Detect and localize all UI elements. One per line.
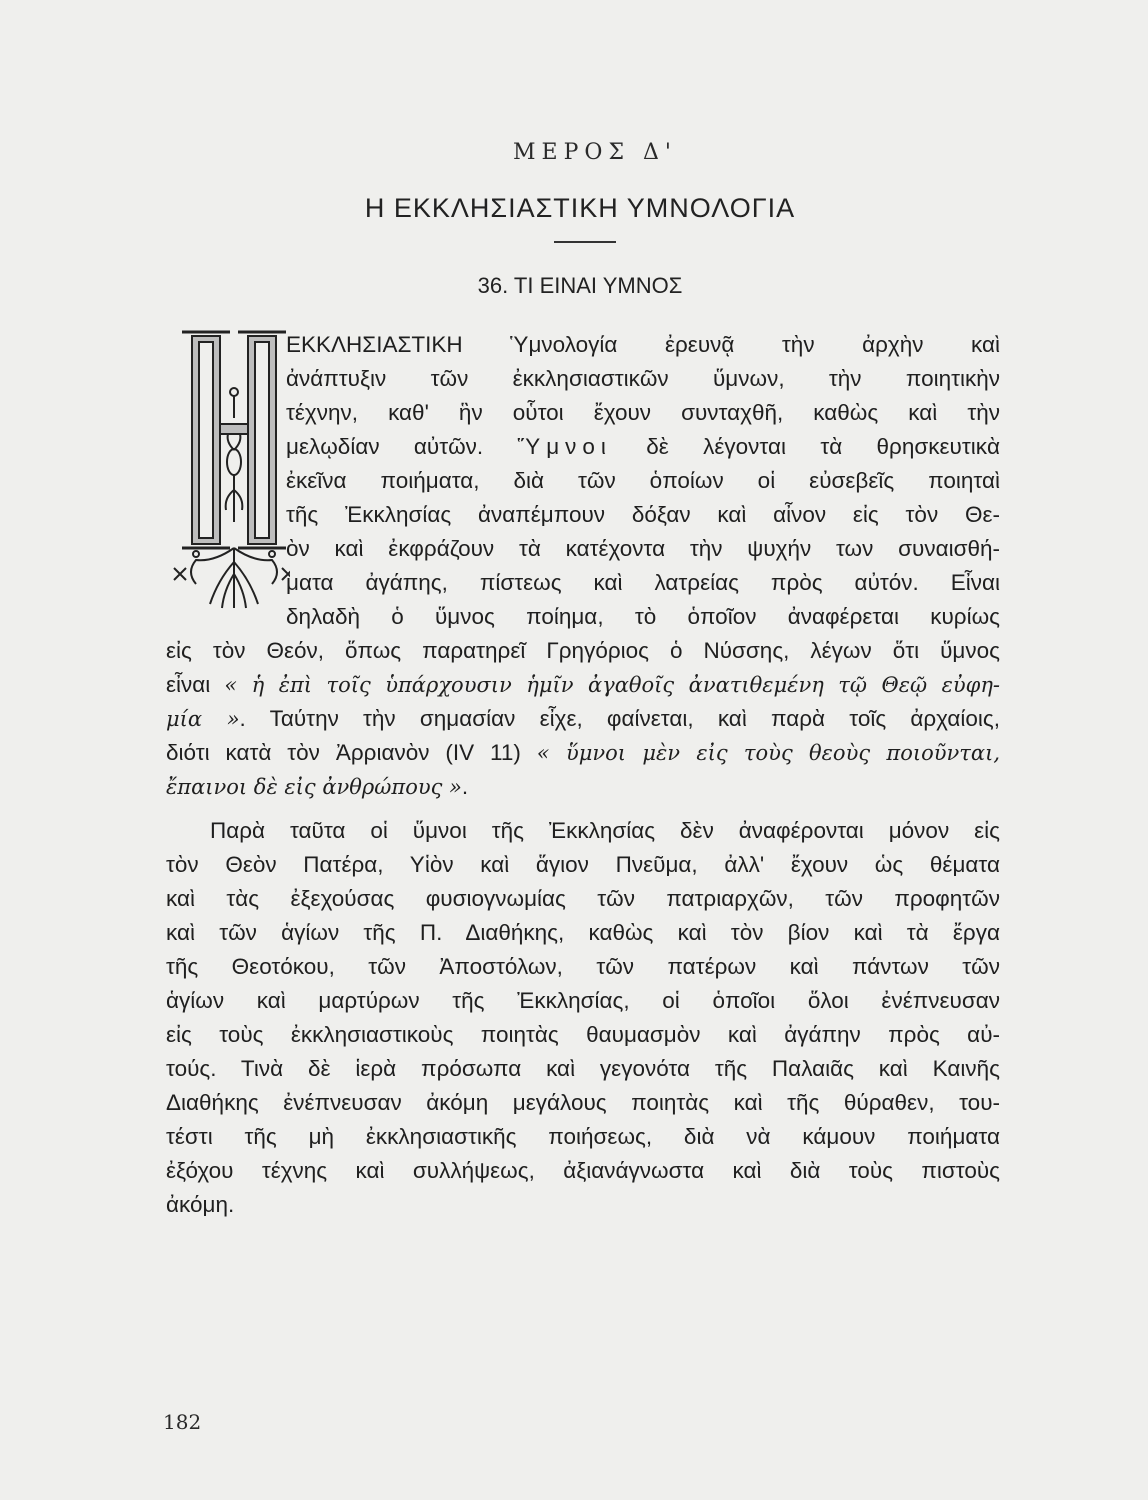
body-line: τέστι τῆς μὴ ἐκκλησιαστικῆς ποιήσεως, διὰ νὰ κάμουν ποιήματα (166, 1124, 1000, 1149)
body-line: ἐκεῖνα ποιήματα, διὰ τῶν ὁποίων οἱ εὐσεβεῖς ποιηταὶ (286, 468, 1000, 493)
body-line: ματα ἀγάπης, πίστεως καὶ λατρείας πρὸς αὐτόν. Εἶναι (286, 570, 1000, 595)
part-label: ΜΕΡΟΣ Δ' (513, 140, 677, 165)
body-line: τέχνην, καθ' ἣν οὗτοι ἔχουν συνταχθῆ, καθὼς καὶ τὴν (286, 400, 1000, 425)
quote-italic: ἔπαινοι δὲ εἰς ἀνθρώπους » (166, 775, 462, 799)
chapter-title: Η ΕΚΚΛΗΣΙΑΣΤΙΚΗ ΥΜΝΟΛΟΓΙΑ (364, 193, 796, 223)
body-line (166, 736, 1000, 770)
body-line: τὸν Θεὸν Πατέρα, Υἱὸν καὶ ἅγιον Πνεῦμα, ἀλλ' ἔχουν ὡς θέματα (166, 852, 1000, 877)
page-number: 182 (163, 1410, 202, 1434)
body-line: ἀνάπτυξιν τῶν ἐκκλησιαστικῶν ὕμνων, τὴν ποιητικὴν (286, 366, 1000, 391)
text-run: μελῳδίαν αὐτῶν. (286, 434, 518, 459)
body-line: ὸν καὶ ἐκφράζουν τὰ κατέχοντα τὴν ψυχήν των συναισθή- (286, 536, 1000, 561)
text-run: εἶναι (166, 672, 225, 697)
text-run: . Ταύτην τὴν σημασίαν εἶχε, φαίνεται, καὶ παρὰ τοῖς ἀρχαίοις, (239, 706, 1000, 731)
drop-cap-eta (166, 322, 290, 622)
body-line (166, 770, 1000, 804)
body-line: εἰς τοὺς ἐκκλησιαστικοὺς ποιητὰς θαυμασμὸν καὶ ἀγάπην πρὸς αὐ- (166, 1022, 1000, 1047)
body-line: ΕΚΚΛΗΣΙΑΣΤΙΚΗ Ὑμνολογία ἐρευνᾷ τὴν ἀρχὴν καὶ (286, 332, 1000, 357)
body-line: καὶ τὰς ἐξεχούσας φυσιογνωμίας τῶν πατριαρχῶν, τῶν προφητῶν (166, 886, 1000, 911)
body-line: καὶ τῶν ἁγίων τῆς Π. Διαθήκης, καθὼς καὶ τὸν βίον καὶ τὰ ἔργα (166, 920, 1000, 945)
text-run: δὲ λέγονται τὰ θρησκευτικὰ (611, 434, 1000, 459)
quote-italic: « ὕμνοι μὲν εἰς τοὺς θεοὺς ποιοῦνται, (536, 741, 1000, 765)
spaced-term: Ὕμνοι (517, 434, 612, 459)
body-line: εἰς τὸν Θεόν, ὅπως παρατηρεῖ Γρηγόριος ὁ Νύσσης, λέγων ὅτι ὕμνος (166, 638, 1000, 663)
body-line: τούς. Τινὰ δὲ ἱερὰ πρόσωπα καὶ γεγονότα τῆς Παλαιᾶς καὶ Καινῆς (166, 1056, 1000, 1081)
body-line: Παρὰ ταῦτα οἱ ὕμνοι τῆς Ἐκκλησίας δὲν ἀναφέρονται μόνον εἰς (210, 818, 1000, 843)
body-line: δηλαδὴ ὁ ὕμνος ποίημα, τὸ ὁποῖον ἀναφέρεται κυρίως (286, 604, 1000, 629)
body-line (166, 702, 1000, 736)
text-run: διότι κατὰ τὸν Ἀρριανὸν (IV 11) (166, 740, 537, 765)
section-title: 36. ΤΙ ΕΙΝΑΙ ΥΜΝΟΣ (477, 273, 683, 298)
body-line (166, 668, 1000, 702)
body-line (286, 430, 1000, 464)
body-line: Διαθήκης ἐνέπνευσαν ἀκόμη μεγάλους ποιητὰς καὶ τῆς θύραθεν, του- (166, 1090, 1000, 1115)
body-line: ἁγίων καὶ μαρτύρων τῆς Ἐκκλησίας, οἱ ὁποῖοι ὅλοι ἐνέπνευσαν (166, 988, 1000, 1013)
title-divider (554, 241, 616, 243)
quote-italic: « ἡ ἐπὶ τοῖς ὑπάρχουσιν ἡμῖν ἀγαθοῖς ἀνατιθεμένη τῷ Θεῷ εὐφη- (224, 673, 1000, 697)
body-line: ἀκόμη. (166, 1192, 235, 1217)
quote-italic: μία » (166, 707, 240, 731)
body-line: ἐξόχου τέχνης καὶ συλλήψεως, ἀξιανάγνωστα καὶ διὰ τοὺς πιστοὺς (166, 1158, 1000, 1183)
body-line: τῆς Θεοτόκου, τῶν Ἀποστόλων, τῶν πατέρων καὶ πάντων τῶν (166, 954, 1000, 979)
text-run: . (461, 774, 469, 799)
body-line: τῆς Ἐκκλησίας ἀναπέμπουν δόξαν καὶ αἶνον εἰς τὸν Θε- (286, 502, 1000, 527)
